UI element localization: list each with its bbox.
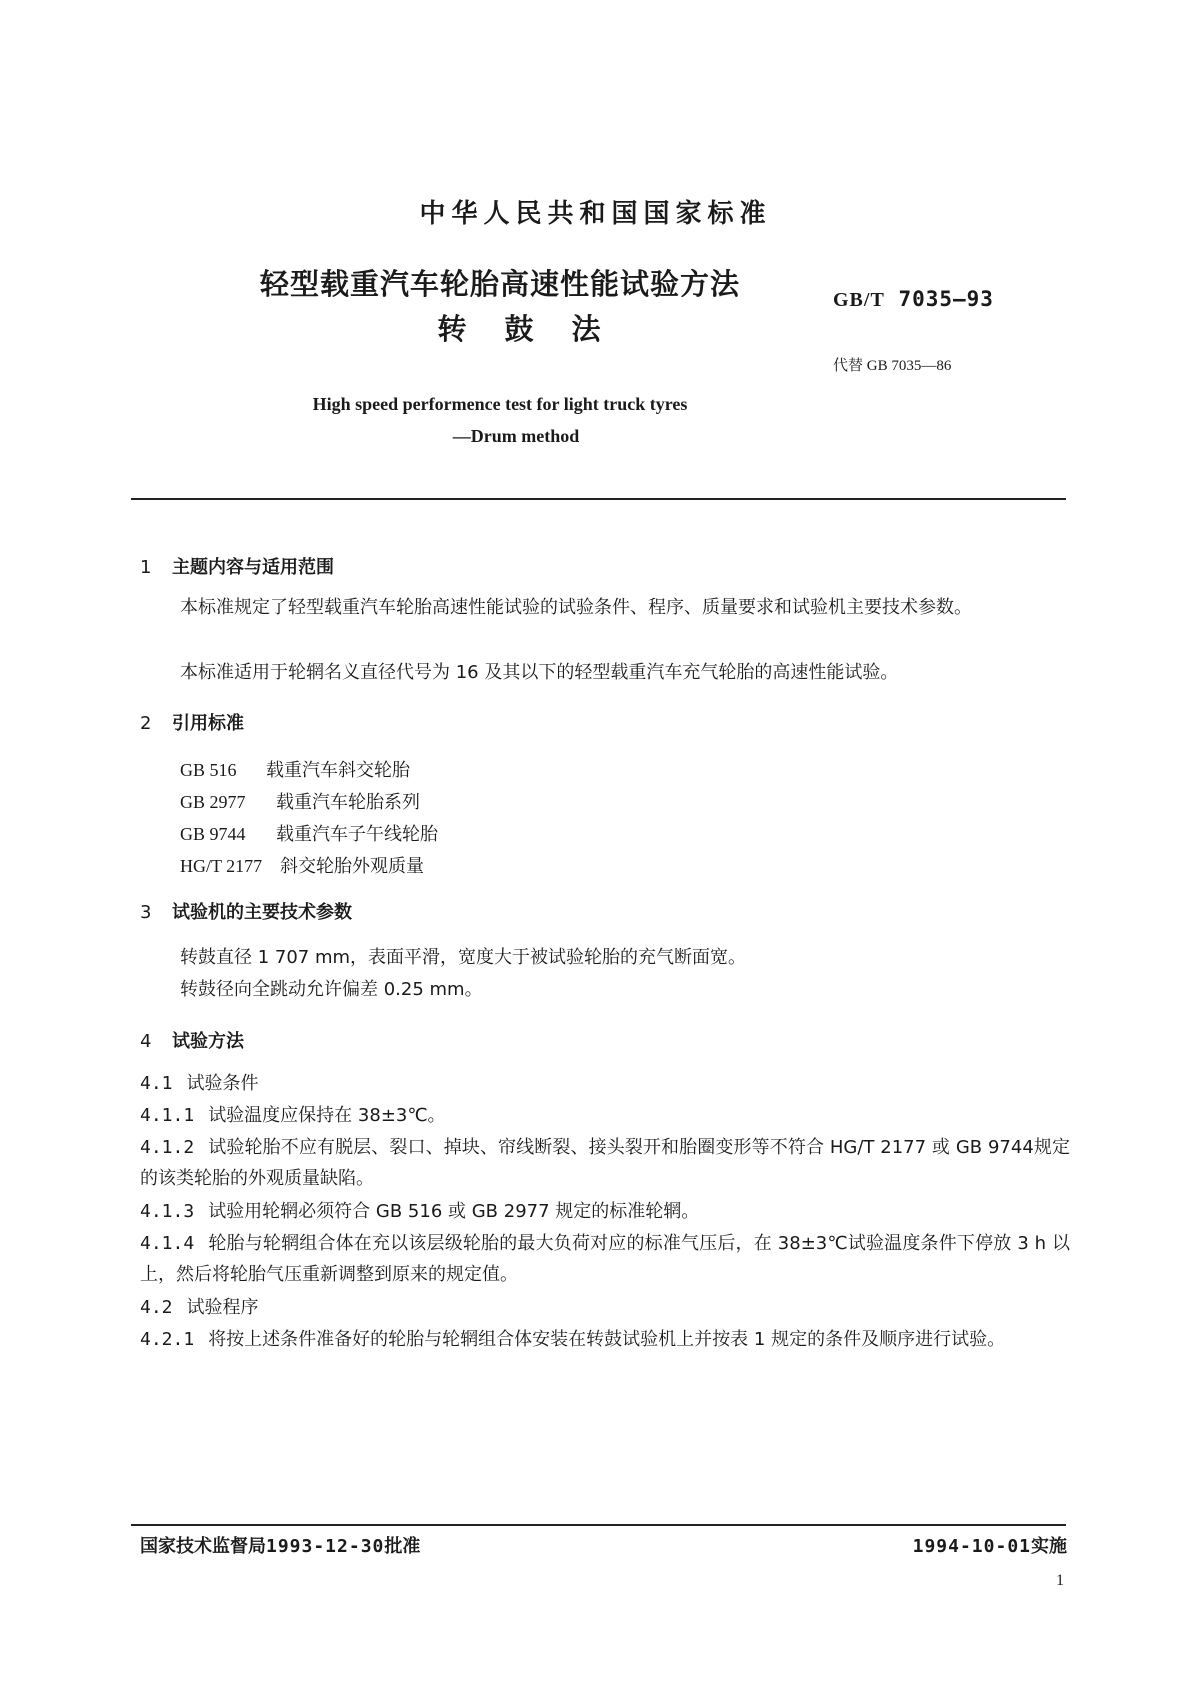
page-number: 1	[1056, 1572, 1064, 1589]
section-3-paragraph-2: 转鼓径向全跳动允许偏差 0.25 mm。	[180, 979, 483, 1000]
clause-4-1	[140, 1068, 1070, 1099]
section-3-heading	[140, 898, 352, 924]
section-1-paragraph-2: 本标准适用于轮辋名义直径代号为 16 及其以下的轻型载重汽车充气轮胎的高速性能试验。	[180, 662, 899, 683]
standard-number	[833, 287, 994, 312]
clause-number: 4.1.3	[140, 1201, 195, 1222]
title-en-line1: High speed performence test for light truck tyres	[312, 394, 688, 414]
national-standard-header: 中华人民共和国国家标准	[419, 199, 772, 229]
section-2-heading	[140, 709, 244, 735]
section-number: 4	[140, 1031, 152, 1052]
clause-number: 4.2	[140, 1297, 173, 1318]
reference-item	[180, 820, 438, 846]
clause-text: 试验温度应保持在 38±3℃。	[208, 1105, 446, 1126]
reference-code: HG/T 2177	[180, 856, 263, 876]
section-title: 主题内容与适用范围	[172, 557, 334, 578]
reference-item	[180, 852, 424, 878]
clause-4-1-1	[140, 1100, 1070, 1131]
section-title: 引用标准	[172, 713, 244, 734]
section-number: 3	[140, 902, 152, 923]
clause-text: 试验条件	[186, 1073, 259, 1094]
section-title: 试验机的主要技术参数	[172, 902, 352, 923]
reference-code: GB 516	[180, 760, 237, 780]
clause-text: 将按上述条件准备好的轮胎与轮辋组合体安装在转鼓试验机上并按表 1 规定的条件及顺序进行试验。	[208, 1329, 1006, 1350]
section-number: 1	[140, 557, 152, 578]
replaces-standard: 代替 GB 7035—86	[833, 358, 952, 374]
clause-number: 4.1	[140, 1073, 173, 1094]
reference-name: 载重汽车轮胎系列	[276, 792, 420, 813]
clause-text: 试验轮胎不应有脱层、裂口、掉块、帘线断裂、接头裂开和胎圈变形等不符合 HG/T 2177 或 GB 9744规定的该类轮胎的外观质量缺陷。	[140, 1137, 1070, 1189]
clause-4-1-3	[140, 1196, 1070, 1227]
clause-4-2-1	[140, 1324, 1070, 1355]
approval-date: 1993-12-30	[266, 1536, 385, 1557]
effective-line	[913, 1532, 1067, 1558]
clause-number: 4.2.1	[140, 1329, 195, 1350]
reference-name: 斜交轮胎外观质量	[280, 856, 424, 877]
reference-name: 载重汽车子午线轮胎	[276, 824, 438, 845]
standard-code: 7035—93	[898, 287, 994, 311]
clause-4-2	[140, 1292, 1070, 1323]
clause-text: 轮胎与轮辋组合体在充以该层级轮胎的最大负荷对应的标准气压后，在 38±3℃试验温度条件下停放 3 h 以上，然后将轮胎气压重新调整到原来的规定值。	[140, 1233, 1070, 1285]
title-cn-line2: 转鼓法	[437, 312, 639, 346]
approver: 国家技术监督局	[140, 1536, 266, 1557]
clause-number: 4.1.1	[140, 1105, 195, 1126]
approval-suffix: 批准	[384, 1536, 421, 1557]
reference-item	[180, 788, 420, 814]
clause-text: 试验用轮辋必须符合 GB 516 或 GB 2977 规定的标准轮辋。	[208, 1201, 700, 1222]
section-3-paragraph-1: 转鼓直径 1 707 mm，表面平滑，宽度大于被试验轮胎的充气断面宽。	[180, 947, 747, 968]
section-4-heading	[140, 1027, 244, 1053]
section-1-paragraph-1: 本标准规定了轻型载重汽车轮胎高速性能试验的试验条件、程序、质量要求和试验机主要技术参数。	[180, 597, 972, 618]
clause-number: 4.1.2	[140, 1137, 195, 1158]
header-divider	[131, 498, 1066, 500]
clause-number: 4.1.4	[140, 1233, 195, 1254]
reference-item	[180, 756, 410, 782]
approval-line	[140, 1532, 420, 1558]
clause-4-1-4	[140, 1228, 1070, 1290]
title-cn-line1: 轻型载重汽车轮胎高速性能试验方法	[259, 267, 740, 301]
section-number: 2	[140, 713, 152, 734]
effective-date: 1994-10-01	[912, 1536, 1031, 1557]
section-1-heading	[140, 553, 334, 579]
section-title: 试验方法	[172, 1031, 244, 1052]
effective-suffix: 实施	[1031, 1536, 1067, 1557]
reference-name: 载重汽车斜交轮胎	[266, 760, 410, 781]
clause-4-1-2	[140, 1132, 1070, 1194]
clause-text: 试验程序	[186, 1297, 259, 1318]
footer-divider	[131, 1524, 1066, 1526]
standard-prefix: GB/T	[833, 289, 885, 311]
title-en-line2: —Drum method	[452, 426, 580, 446]
reference-code: GB 9744	[180, 824, 246, 844]
reference-code: GB 2977	[180, 792, 246, 812]
